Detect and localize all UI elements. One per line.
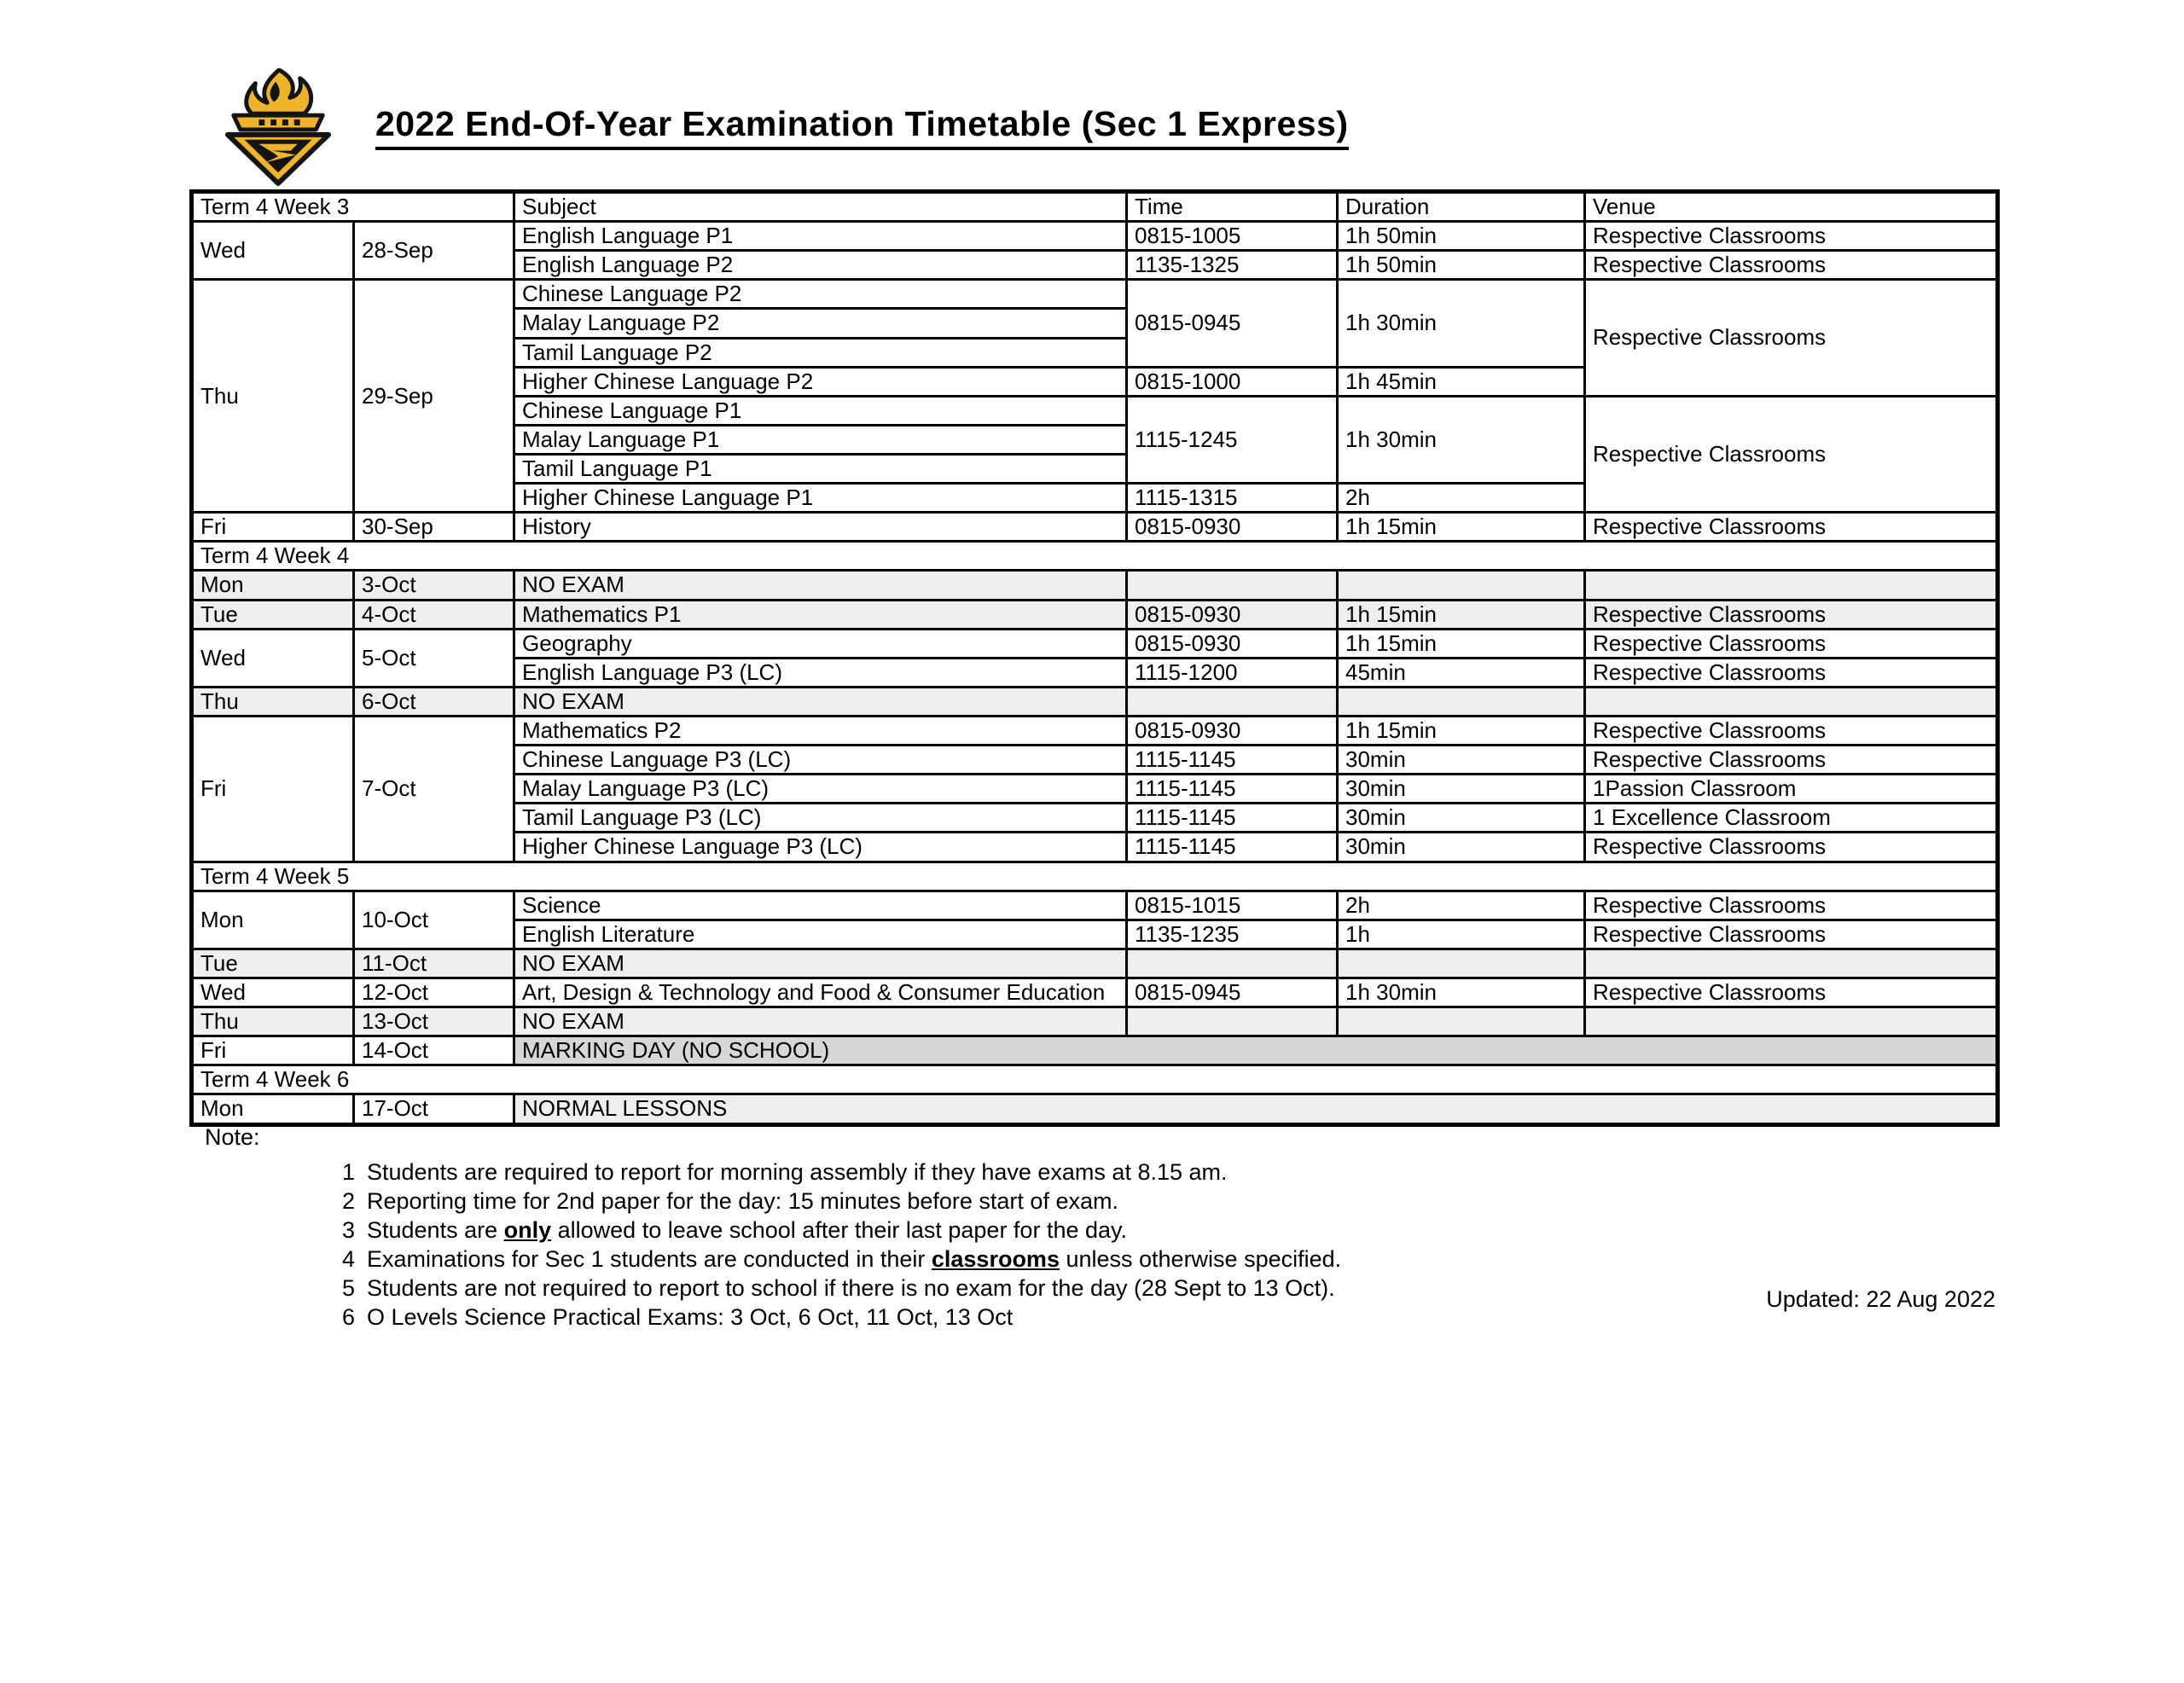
note-segment: O Levels Science Practical Exams: 3 Oct, 6 Oct, 11 Oct, 13 Oct [367,1304,1014,1330]
date-cell: 4-Oct [354,600,514,629]
date-cell: 17-Oct [354,1094,514,1124]
venue-cell: Respective Classrooms [1585,920,1998,949]
subject-cell: Art, Design & Technology and Food & Consumer Education [514,978,1127,1007]
time-cell [1127,1007,1338,1036]
subject-cell: History [514,513,1127,542]
day-cell: Mon [192,1094,354,1124]
duration-cell: 1h 15min [1338,600,1585,629]
duration-cell: 1h 45min [1338,367,1585,396]
duration-cell: 30min [1338,833,1585,862]
date-cell: 6-Oct [354,687,514,716]
time-cell: 0815-0930 [1127,716,1338,745]
day-cell: Fri [192,513,354,542]
subject-cell: Tamil Language P1 [514,454,1127,483]
note-text [367,1245,1341,1274]
note-segment: Examinations for Sec 1 students are conducted in their [367,1246,932,1272]
subject-cell: Malay Language P2 [514,309,1127,338]
time-cell: 0815-0945 [1127,978,1338,1007]
subject-cell: English Language P3 (LC) [514,658,1127,687]
venue-cell: Respective Classrooms [1585,222,1998,251]
venue-cell: Respective Classrooms [1585,978,1998,1007]
venue-cell: Respective Classrooms [1585,716,1998,745]
document-header [215,68,1349,186]
duration-cell: 45min [1338,658,1585,687]
duration-cell: 1h 15min [1338,716,1585,745]
time-cell [1127,687,1338,716]
table-row [192,571,1998,600]
venue-cell: Respective Classrooms [1585,396,1998,512]
table-row [192,629,1998,658]
time-cell: 0815-1005 [1127,222,1338,251]
table-row [192,280,1998,309]
date-cell: 28-Sep [354,222,514,280]
note-number: 3 [341,1217,355,1243]
date-cell: 5-Oct [354,629,514,687]
note-label: Note: [205,1124,260,1150]
note-number: 4 [341,1246,355,1272]
time-cell: 0815-0930 [1127,629,1338,658]
week-band-row [192,862,1998,891]
venue-cell [1585,687,1998,716]
note-item [333,1187,1995,1216]
duration-cell: 1h 30min [1338,280,1585,367]
note-item [333,1245,1995,1274]
subject-cell: Chinese Language P3 (LC) [514,746,1127,775]
week-band-label: Term 4 Week 5 [192,862,1998,891]
venue-cell: Respective Classrooms [1585,891,1998,920]
column-header: Time [1127,192,1338,222]
duration-cell: 2h [1338,484,1585,513]
venue-cell: 1 Excellence Classroom [1585,804,1998,833]
date-cell: 13-Oct [354,1007,514,1036]
duration-cell: 30min [1338,746,1585,775]
note-item [333,1216,1995,1245]
table-row [192,978,1998,1007]
week-band-label: Term 4 Week 6 [192,1065,1998,1094]
subject-cell: Mathematics P2 [514,716,1127,745]
time-cell: 1135-1235 [1127,920,1338,949]
note-emphasis: classrooms [931,1246,1060,1272]
week-band-row [192,1065,1998,1094]
date-cell: 30-Sep [354,513,514,542]
date-cell: 14-Oct [354,1036,514,1065]
note-item [333,1158,1995,1187]
note-text [367,1158,1228,1187]
note-text [367,1216,1127,1245]
day-cell: Thu [192,1007,354,1036]
day-cell: Tue [192,949,354,978]
subject-cell: NO EXAM [514,687,1127,716]
subject-cell: Malay Language P3 (LC) [514,775,1127,804]
column-header: Venue [1585,192,1998,222]
day-cell: Fri [192,1036,354,1065]
duration-cell: 30min [1338,775,1585,804]
merged-cell: MARKING DAY (NO SCHOOL) [514,1036,1998,1065]
note-emphasis: only [503,1217,552,1243]
venue-cell: Respective Classrooms [1585,251,1998,280]
note-number: 5 [341,1275,355,1301]
duration-cell [1338,949,1585,978]
table-row [192,716,1998,745]
subject-cell: NO EXAM [514,571,1127,600]
banner-band [234,115,322,130]
exam-timetable [189,189,2000,1127]
day-cell: Wed [192,629,354,687]
time-cell: 0815-1015 [1127,891,1338,920]
day-cell: Mon [192,891,354,949]
table-row [192,1007,1998,1036]
duration-cell [1338,687,1585,716]
date-cell: 12-Oct [354,978,514,1007]
subject-cell: Science [514,891,1127,920]
school-crest-logo [215,68,341,186]
column-header: Duration [1338,192,1585,222]
duration-cell: 1h [1338,920,1585,949]
venue-cell: 1Passion Classroom [1585,775,1998,804]
time-cell: 0815-0930 [1127,513,1338,542]
week-band-row [192,542,1998,571]
subject-cell: Higher Chinese Language P3 (LC) [514,833,1127,862]
duration-cell: 2h [1338,891,1585,920]
table-row [192,687,1998,716]
date-cell: 3-Oct [354,571,514,600]
time-cell: 0815-1000 [1127,367,1338,396]
time-cell: 1115-1200 [1127,658,1338,687]
subject-cell: Tamil Language P3 (LC) [514,804,1127,833]
date-cell: 11-Oct [354,949,514,978]
day-cell: Thu [192,280,354,513]
subject-cell: Higher Chinese Language P1 [514,484,1127,513]
table-row [192,600,1998,629]
time-cell: 1115-1145 [1127,833,1338,862]
day-cell: Wed [192,978,354,1007]
updated-stamp: Updated: 22 Aug 2022 [1766,1286,1995,1312]
day-cell: Tue [192,600,354,629]
note-segment: unless otherwise specified. [1059,1246,1342,1272]
duration-cell: 30min [1338,804,1585,833]
time-cell [1127,571,1338,600]
subject-cell: English Literature [514,920,1127,949]
subject-cell: Chinese Language P2 [514,280,1127,309]
note-segment: Reporting time for 2nd paper for the day: 15 minutes before start of exam. [367,1188,1118,1214]
subject-cell: Malay Language P1 [514,425,1127,454]
subject-cell: English Language P2 [514,251,1127,280]
venue-cell: Respective Classrooms [1585,833,1998,862]
time-cell: 0815-0945 [1127,280,1338,367]
date-cell: 29-Sep [354,280,514,513]
note-number: 1 [341,1159,355,1185]
table-row [192,513,1998,542]
time-cell [1127,949,1338,978]
table-row [192,1094,1998,1124]
table-row [192,949,1998,978]
duration-cell: 1h 30min [1338,396,1585,483]
note-segment: Students are not required to report to school if there is no exam for the day (28 Sept to 13 Oct). [367,1275,1335,1301]
subject-cell: English Language P1 [514,222,1127,251]
time-cell: 0815-0930 [1127,600,1338,629]
merged-cell: NORMAL LESSONS [514,1094,1998,1124]
venue-cell: Respective Classrooms [1585,658,1998,687]
duration-cell: 1h 15min [1338,629,1585,658]
venue-cell [1585,571,1998,600]
table-row [192,222,1998,251]
day-cell: Fri [192,716,354,862]
venue-cell: Respective Classrooms [1585,280,1998,396]
subject-cell: Tamil Language P2 [514,338,1127,367]
duration-cell: 1h 30min [1338,978,1585,1007]
venue-cell: Respective Classrooms [1585,746,1998,775]
duration-cell: 1h 50min [1338,251,1585,280]
venue-cell [1585,949,1998,978]
note-segment: allowed to leave school after their last paper for the day. [551,1217,1128,1243]
timetable-body [192,192,1998,1125]
column-header: Subject [514,192,1127,222]
subject-cell: Higher Chinese Language P2 [514,367,1127,396]
subject-cell: Mathematics P1 [514,600,1127,629]
subject-cell: NO EXAM [514,1007,1127,1036]
week-band-label: Term 4 Week 3 [192,192,514,222]
table-row [192,1036,1998,1065]
day-cell: Wed [192,222,354,280]
time-cell: 1115-1145 [1127,746,1338,775]
subject-cell: NO EXAM [514,949,1127,978]
date-cell: 10-Oct [354,891,514,949]
day-cell: Thu [192,687,354,716]
note-segment: Students are required to report for morning assembly if they have exams at 8.15 am. [367,1159,1228,1185]
venue-cell: Respective Classrooms [1585,513,1998,542]
note-number: 2 [341,1188,355,1214]
note-segment: Students are [367,1217,504,1243]
subject-cell: Chinese Language P1 [514,396,1127,425]
time-cell: 1115-1315 [1127,484,1338,513]
page-title: 2022 End-Of-Year Examination Timetable (Sec 1 Express) [375,104,1349,150]
venue-cell: Respective Classrooms [1585,629,1998,658]
day-cell: Mon [192,571,354,600]
week-band-row [192,192,1998,222]
week-band-label: Term 4 Week 4 [192,542,1998,571]
subject-cell: Geography [514,629,1127,658]
duration-cell [1338,571,1585,600]
duration-cell [1338,1007,1585,1036]
duration-cell: 1h 50min [1338,222,1585,251]
time-cell: 1135-1325 [1127,251,1338,280]
table-row [192,891,1998,920]
note-number: 6 [341,1304,355,1330]
time-cell: 1115-1145 [1127,775,1338,804]
duration-cell: 1h 15min [1338,513,1585,542]
date-cell: 7-Oct [354,716,514,862]
time-cell: 1115-1145 [1127,804,1338,833]
venue-cell [1585,1007,1998,1036]
note-text [367,1187,1118,1216]
venue-cell: Respective Classrooms [1585,600,1998,629]
time-cell: 1115-1245 [1127,396,1338,483]
